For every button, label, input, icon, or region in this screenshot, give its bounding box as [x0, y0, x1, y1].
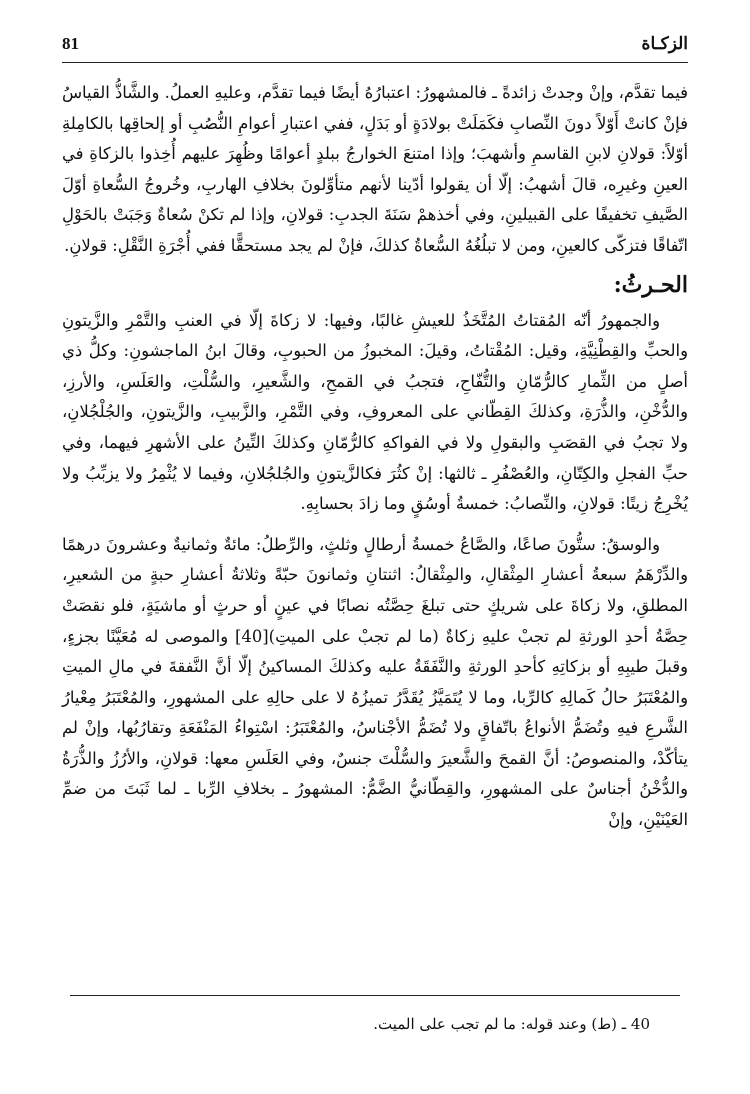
main-text: [62, 78, 688, 836]
section-heading: الحـرثُ:: [613, 271, 688, 298]
paragraph: فيما تقدَّم، وإنْ وجدتْ زائدةً ـ فالمشهورُ: اعتبارُهُ أيضًا فيما تقدَّم، وعليهِ العملُ. والشَّاذُّ القياسُ فإنْ كانتْ أَوّلاً دونَ النِّصابِ فكَمَلَتْ بولادَةٍ أو بَدَلٍ، ففي اعتبارِ أعوامِ النُّصُبِ أو إلحاقِها بالكامِلةِ أوّلاً: قولانِ لابنِ القاسمِ وأشهبَ؛ وإذا امتنعَ الخوارجُ ببلدٍ أعوامًا وظُهِرَ عليهم أُخِذوا بالزكاةِ في العينِ وغيرِه، قالَ أشهبُ: إلّا أن يقولوا أدّينا لأنهم متأوِّلونَ بخلافِ الهاربِ، وخُروجُ السُّعاةِ أوّلَ الصَّيفِ تخفيفًا على القبيلينِ، وفي أخذهمْ سَنَةَ الجدبِ: قولانِ، وإذا لم تكنْ سُعاةٌ وَجَبَتْ بالحَوْلِ اتّفاقًا فتزكّى كالعينِ، ومن لا تبلُغُهُ السُّعاةُ كذلكَ، فإنْ لم يجد مستحقًّا ففي أُجْرَةِ النَّقْلِ: قولانِ.: [62, 83, 688, 255]
header-rule: [62, 62, 688, 63]
paragraph-gap: [62, 520, 688, 530]
page-number: 81: [62, 34, 79, 53]
running-header: [62, 28, 688, 56]
paragraph: والوسقُ: ستُّونَ صاعًا، والصَّاعُ خمسةُ أرطالٍ وثلثٍ، والرِّطلُ: مائةٌ وثمانيةٌ وعشرونَ درهمًا والدِّرْهَمُ سبعةُ أعشارِ المِثْقالِ، والمِثْقالُ: اثنتانِ وثمانونَ حبّةً وثلاثةُ أعشارِ حبةٍ من الشعيرِ، المطلقِ، ولا زكاةَ على شريكٍ حتى تبلغَ حِصَّتُه نصابًا في عينٍ أو حرثٍ أو ماشيَةٍ، فلو نقصَتْ حِصَّةُ أحدِ الورثةِ لم تجبْ عليهِ زكاةٌ (ما لم تجبْ على الميتِ)[40] والموصى له مُعَيَّنًا بجزءٍ، وقبلَ طيبِهِ أو بزكاتِهِ كأحدِ الورثةِ والنَّفَقَةُ عليه وكذلكَ المساكينُ إلّا أنَّ النَّفقةَ في مالِ الميتِ والمُعْتَبَرُ حالُ كَمالِهِ كالرِّبا، وما لا يُتَمَيَّزُ يُقَدَّرُ تميزُهُ لا على حالِهِ على المشهورِ، والمُعْتَبَرُ مِعْيارُ الشَّرعِ فيهِ وتُضَمُّ الأنواعُ باتّفاقٍ ولا تُضَمُّ الأجْناسُ، والمُعْتَبَرُ: اسْتِواءُ المَنْفَعَةِ وتقارُبُها، وإنْ لم يتأكّدْ، والمنصوصُ: أنَّ القمحَ والشَّعيرَ والسُّلْتَ جنسٌ، وفي العَلَسِ معها: قولانِ، والأرُزُ والذُّرَةُ والدُّخْنُ أجناسٌ على المشهورِ، والقِطّانيُّ الضَّمُّ: المشهورُ ـ بخلافِ الرِّبا ـ لما ثَبَتَ من ضمِّ العَيْنَيْنِ، وإنْ: [62, 534, 689, 830]
footnote-rule: [70, 995, 680, 996]
running-title: الزكـاة: [641, 34, 688, 54]
paragraph: والجمهورُ أنّه المُقتاتُ المُتَّخَذُ للعيشِ غالبًا، وفيها: لا زكاةَ إلّا في العنبِ والتَّمْرِ والزَّيتونِ والحبِّ والقِطْنِيَّةِ، وقيل: المُقْتاتُ، وقيلَ: المخبوزُ من الحبوبِ، وقالَ ابنُ الماجشونِ: وكلُّ ذي أصلٍ من الثِّمارِ كالرُّمّانِ والتُّفّاحِ، فتجبُ في القمحِ، والشَّعيرِ، والسُّلْتِ، والعَلَسِ، والأرزِ، والدُّخْنِ، والذُّرَةِ، وكذلكَ القِطّاني على المعروفِ، وفي التَّمْرِ، والزَّبيبِ، والزَّيتونِ، والجُلْجُلانِ، ولا تجبُ في القصَبِ والبقولِ ولا في الفواكهِ كالرُّمّانِ وكذلكَ التِّينُ على الأشهرِ فيهما، وفي حبِّ الفجلِ والكِتّانِ، والعُصْفُرِ ـ ثالثها: إنْ كثُرَ فكالزَّيتونِ والجُلجُلانِ، وفيما لا يُثْمِرُ ولا يزبِّبُ ولا يُخْرِجُ زيتًا: قولانِ، والنِّصابُ: خمسةُ أوسُقٍ وما زادَ بحسابِهِ.: [62, 310, 688, 514]
footnote: 40 ـ (ط) وعند قوله: ما لم تجب على الميت.: [373, 1015, 650, 1033]
